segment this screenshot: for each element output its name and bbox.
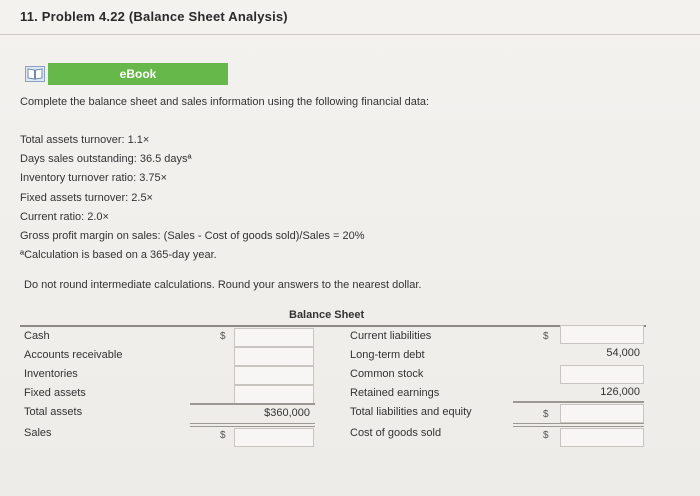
sales-label: Sales	[24, 427, 52, 439]
fixed-assets-input[interactable]	[234, 385, 314, 404]
footnote: ªCalculation is based on a 365-day year.	[20, 249, 217, 262]
given-data-list	[20, 131, 365, 265]
given-item: Current ratio: 2.0×	[20, 210, 109, 223]
double-rule	[513, 423, 644, 424]
total-liabilities-equity-label: Total liabilities and equity	[350, 406, 472, 418]
current-liabilities-input[interactable]	[560, 325, 644, 344]
fixed-assets-label: Fixed assets	[24, 387, 86, 399]
long-term-debt-label: Long-term debt	[350, 349, 425, 361]
total-liabilities-equity-input[interactable]	[560, 404, 644, 423]
common-stock-label: Common stock	[350, 368, 424, 380]
instruction-text: Complete the balance sheet and sales information using the following financial data:	[20, 96, 430, 108]
total-assets-label: Total assets	[24, 406, 83, 418]
problem-title: 11. Problem 4.22 (Balance Sheet Analysis)	[20, 9, 288, 24]
cash-label: Cash	[24, 330, 50, 342]
double-rule	[513, 426, 644, 427]
double-rule	[190, 426, 315, 427]
currency-symbol: $	[543, 409, 549, 420]
inventories-input[interactable]	[234, 366, 314, 385]
rounding-note: Do not round intermediate calculations. Round your answers to the nearest dollar.	[24, 279, 422, 291]
given-item: Fixed assets turnover: 2.5×	[20, 191, 153, 204]
currency-symbol: $	[220, 430, 226, 441]
given-item: Gross profit margin on sales: (Sales - Cost of goods sold)/Sales = 20%	[20, 230, 365, 243]
retained-earnings-label: Retained earnings	[350, 387, 440, 399]
long-term-debt-value: 54,000	[606, 347, 640, 359]
book-icon[interactable]	[25, 66, 45, 82]
balance-sheet-rule	[20, 325, 646, 327]
balance-sheet-title: Balance Sheet	[289, 309, 365, 321]
currency-symbol: $	[220, 331, 226, 342]
accounts-receivable-label: Accounts receivable	[24, 349, 123, 361]
given-item: Total assets turnover: 1.1×	[20, 134, 150, 146]
accounts-receivable-input[interactable]	[234, 347, 314, 366]
total-rule	[513, 401, 644, 403]
given-item: Inventory turnover ratio: 3.75×	[20, 172, 168, 185]
cogs-input[interactable]	[560, 428, 644, 447]
currency-symbol: $	[543, 430, 549, 441]
total-assets-value: $360,000	[264, 407, 310, 419]
current-liabilities-label: Current liabilities	[350, 330, 432, 342]
cash-input[interactable]	[234, 328, 314, 347]
retained-earnings-value: 126,000	[600, 386, 640, 398]
sales-input[interactable]	[234, 428, 314, 447]
inventories-label: Inventories	[24, 368, 78, 380]
common-stock-input[interactable]	[560, 365, 644, 384]
cogs-label: Cost of goods sold	[350, 427, 442, 439]
title-divider	[0, 34, 700, 35]
given-item: Days sales outstanding: 36.5 daysª	[20, 153, 192, 166]
ebook-button[interactable]: eBook	[48, 63, 228, 85]
currency-symbol: $	[543, 331, 549, 342]
double-rule	[190, 423, 315, 424]
